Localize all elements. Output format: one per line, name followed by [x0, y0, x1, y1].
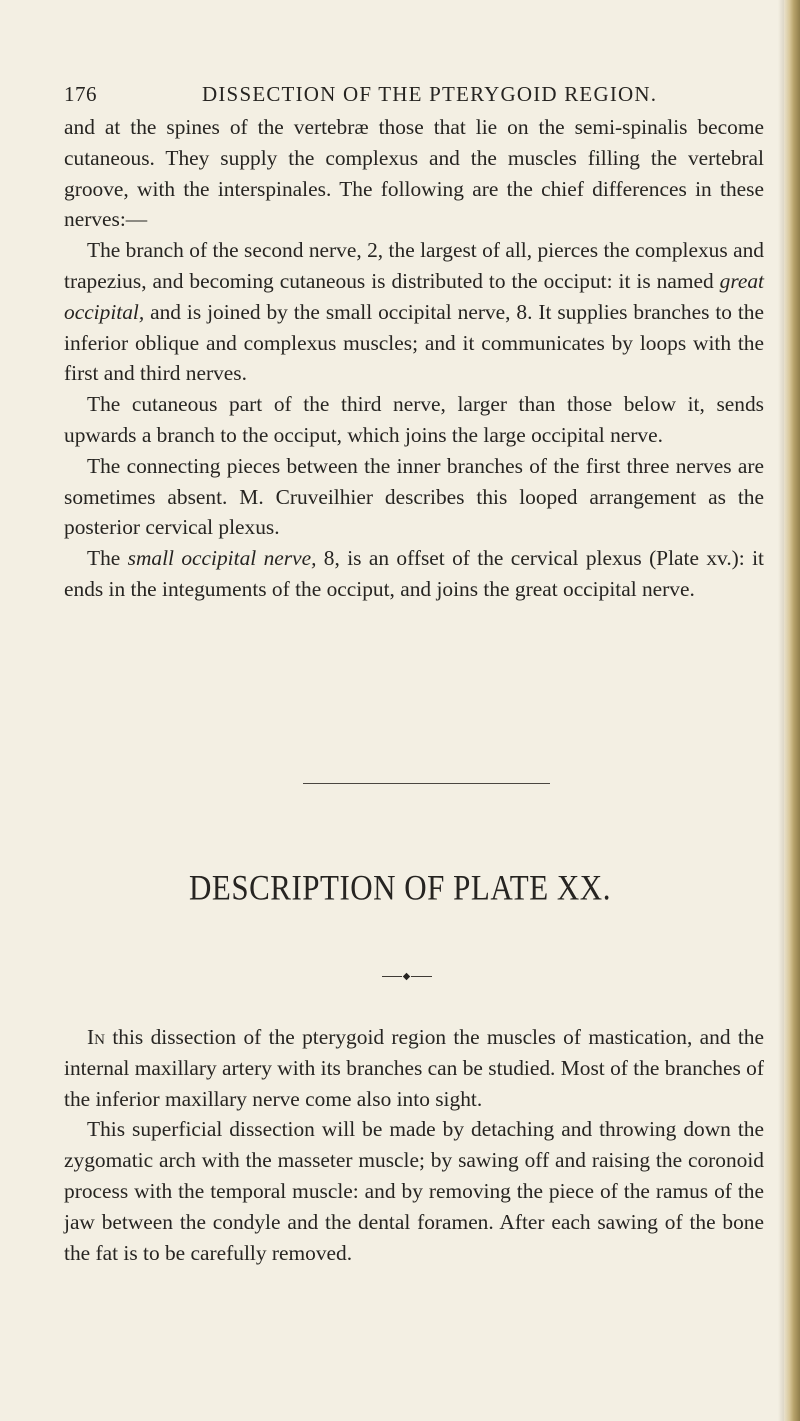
upper-body-text [64, 112, 764, 605]
ornament-line [382, 976, 402, 977]
paragraph-connecting-pieces: The connecting pieces between the inner branches of the first three nerves are sometimes absent. M. Cruveilhier describes this looped arrangement as the posterior cervical plexus. [64, 453, 764, 540]
paragraph-third-nerve: The cutaneous part of the third nerve, larger than those below it, sends upwards a branch to the occiput, which joins the large occipital nerve. [64, 392, 764, 447]
paragraph-intro [64, 1022, 764, 1114]
running-head: DISSECTION OF THE PTERYGOID REGION. [202, 82, 658, 106]
text-span: 8, is an offset of the cervical plexus (Plate xv.): it ends in the integuments of the occiput, and joins the great occipital nerve. [64, 546, 764, 601]
text-span: this dissection of the pterygoid region the muscles of mastication, and the internal maxillary artery with its branches can be studied. Most of the branches of the inferior maxillary nerve come also into sight. [64, 1025, 764, 1111]
paragraph-procedure: This superficial dissection will be made by detaching and throwing down the zygomatic arch with the masseter muscle; by sawing off and raising the coronoid process with the temporal muscle: and by removing the piece of the ramus of the jaw between the condyle and the dental foramen. After each sawing of the bone the fat is to be carefully removed. [64, 1117, 764, 1265]
page-header [64, 82, 764, 112]
lower-body-text [64, 1022, 764, 1268]
italic-term: great occipital, [64, 268, 764, 324]
ornament-divider [382, 972, 432, 982]
diamond-icon [403, 973, 410, 980]
paragraph-small-occipital [64, 543, 764, 605]
text-span: and is joined by the small occipital nerve, 8. It supplies branches to the inferior oblique and complexus muscles; and it communicates by loops with the first and third nerves. [64, 299, 764, 386]
section-title: DESCRIPTION OF PLATE XX. [189, 867, 611, 908]
page-edge [784, 0, 800, 1421]
text-span: The [87, 546, 128, 571]
ornament-line [411, 976, 432, 977]
paragraph-continuation: and at the spines of the vertebræ those that lie on the semi-spinalis become cutaneous. They supply the complexus and the muscles filling the vertebral groove, with the interspinales. The following are the chief differences in these nerves:— [64, 115, 764, 232]
paragraph-second-nerve [64, 235, 764, 389]
text-span: The branch of the second nerve, 2, the largest of all, pierces the complexus and trapezius, and becoming cutaneous is distributed to the occiput: it is named [64, 238, 764, 293]
lead-word: In [87, 1025, 105, 1049]
italic-term: small occipital nerve, [127, 546, 317, 571]
page-number: 176 [64, 82, 97, 106]
section-divider [303, 783, 550, 784]
